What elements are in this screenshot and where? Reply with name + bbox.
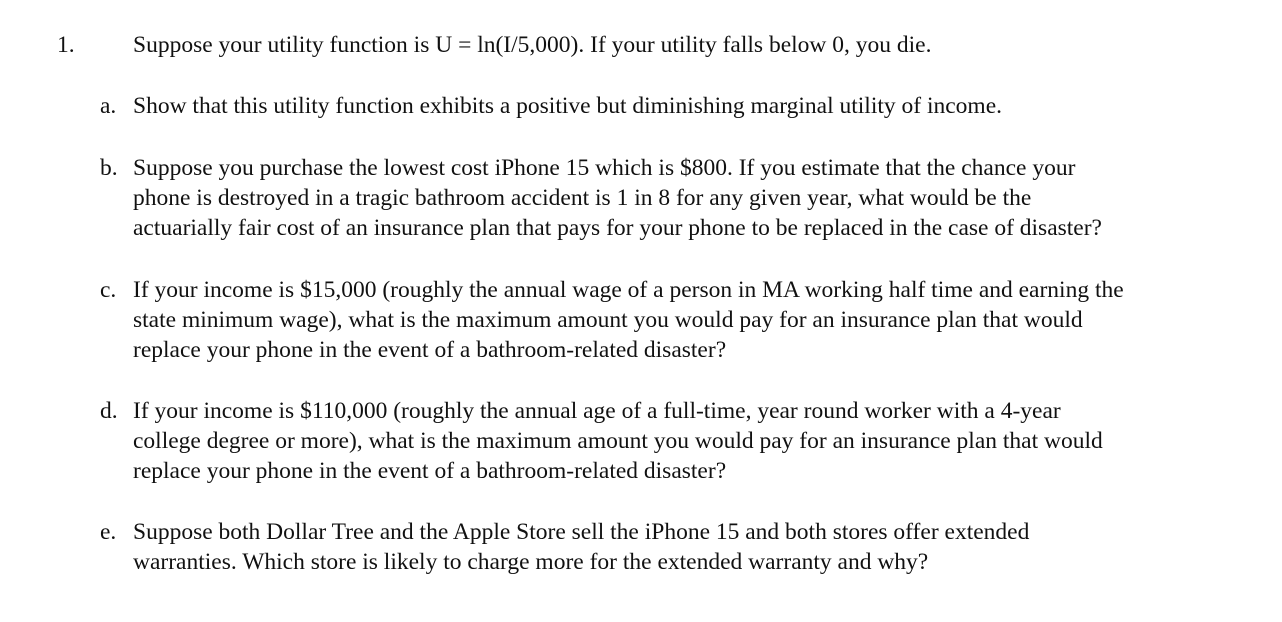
part-text [133,275,1275,365]
text-line: Suppose both Dollar Tree and the Apple Store sell the iPhone 15 and both stores offer extended [133,519,1030,545]
text-line: state minimum wage), what is the maximum amount you would pay for an insurance plan that would [133,307,1083,333]
part-a [100,91,1275,121]
text-line: actuarially fair cost of an insurance plan that pays for your phone to be replaced in the case of disaster? [133,215,1102,241]
part-e [100,517,1275,577]
question-number: 1. [57,32,75,58]
part-text [133,91,1275,121]
text-line: replace your phone in the event of a bathroom-related disaster? [133,337,727,363]
part-letter: c. [100,277,117,303]
part-letter: a. [100,93,117,119]
part-text [133,153,1275,243]
text-line: If your income is $15,000 (roughly the annual wage of a person in MA working half time and earning the [133,277,1124,303]
part-text [133,396,1275,486]
text-line: college degree or more), what is the maximum amount you would pay for an insurance plan that would [133,428,1103,454]
part-letter: b. [100,155,118,181]
part-c [100,275,1275,365]
part-letter: e. [100,519,117,545]
part-b [100,153,1275,243]
text-line: Show that this utility function exhibits a positive but diminishing marginal utility of income. [133,93,1003,119]
text-line: replace your phone in the event of a bathroom-related disaster? [133,458,727,484]
text-line: phone is destroyed in a tragic bathroom accident is 1 in 8 for any given year, what would be the [133,185,1032,211]
text-line: Suppose you purchase the lowest cost iPhone 15 which is $800. If you estimate that the chance your [133,155,1076,181]
text-line: If your income is $110,000 (roughly the annual age of a full-time, year round worker with a 4-year [133,398,1061,424]
part-text [133,517,1275,577]
part-letter: d. [100,398,118,424]
question-stem: Suppose your utility function is U = ln(I/5,000). If your utility falls below 0, you die. [133,32,932,58]
text-line: warranties. Which store is likely to charge more for the extended warranty and why? [133,549,929,575]
part-d [100,396,1275,486]
